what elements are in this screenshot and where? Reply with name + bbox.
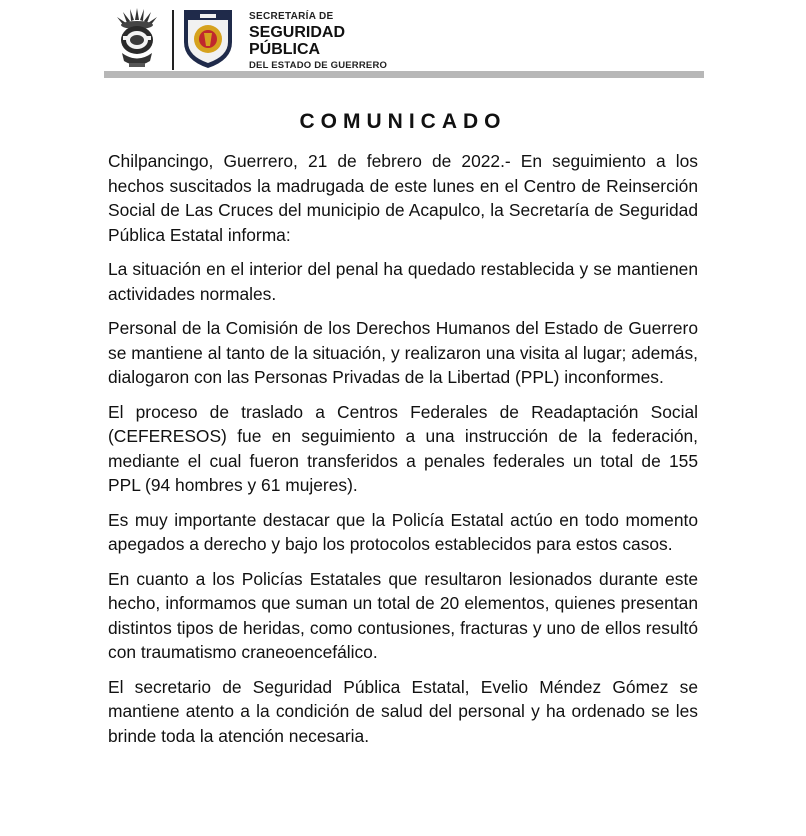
guerrero-state-seal-icon [112,6,162,70]
agency-line-seguridad: SEGURIDAD [249,24,346,41]
paragraph: La situación en el interior del penal ha quedado restablecida y se mantienen actividades normales. [108,259,698,304]
paragraph: Personal de la Comisión de los Derechos Humanos del Estado de Guerrero se mantiene al tanto de la situación, y realizaron una visita al lugar; además, dialogaron con las Personas Privadas de la Libertad (PPL) inconformes. [108,318,698,387]
paragraph: El proceso de traslado a Centros Federales de Readaptación Social (CEFERESOS) fue en seguimiento a una instrucción de la federación, mediante el cual fueron transferidos a penales federales un total de 155 PPL (94 hombres y 61 mujeres). [108,401,698,495]
letterhead [104,4,704,74]
document-title: COMUNICADO [299,110,507,133]
agency-line-secretaria: SECRETARÍA DE [249,11,334,22]
paragraph: Es muy importante destacar que la Policía Estatal actúo en todo momento apegados a derecho y bajo los protocolos establecidos para estos casos. [108,509,698,554]
document-body [108,149,698,758]
header-divider [172,10,174,70]
ssp-guerrero-shield-icon [180,6,236,70]
agency-line-estado: DEL ESTADO DE GUERRERO [249,60,388,71]
paragraph: En cuanto a los Policías Estatales que resultaron lesionados durante este hecho, informamos que suman un total de 20 elementos, quienes presentan distintos tipos de heridas, como contusiones, fracturas y uno de ellos resultó con traumatismo craneoencefálico. [108,568,698,662]
paragraph: El secretario de Seguridad Pública Estatal, Evelio Méndez Gómez se mantiene atento a la condición de salud del personal y ha ordenado se les brinde toda la atención necesaria. [108,676,698,746]
agency-name [249,12,387,71]
paragraph: Chilpancingo, Guerrero, 21 de febrero de 2022.- En seguimiento a los hechos suscitados la madrugada de este lunes en el Centro de Reinserción Social de Las Cruces del municipio de Acapulco, la Secretaría de Seguridad Pública Estatal informa: [108,151,698,245]
agency-line-publica: PÚBLICA [249,41,321,58]
header-rule [104,71,704,78]
